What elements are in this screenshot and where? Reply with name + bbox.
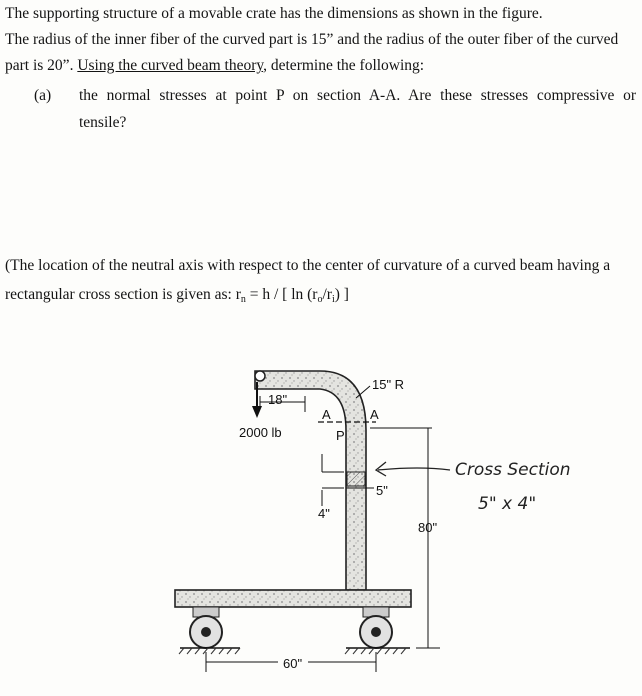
point-p-label: P (336, 428, 345, 443)
dim-80-label: 80" (418, 520, 438, 535)
load-label: 2000 lb (239, 425, 282, 440)
problem-line-2: The radius of the inner fiber of the curved part is 15” and the radius of the outer fiber of the curved (5, 31, 619, 48)
handwritten-arrow (378, 468, 450, 470)
dim-5-label: 5" (376, 483, 388, 498)
dim-60-label: 60" (283, 656, 303, 671)
part-a-line-1: the normal stresses at point P on section A-A. Are these stresses compressive or (79, 87, 636, 104)
note-formula-end: ) ] (334, 286, 349, 303)
radius-label: 15" R (372, 377, 405, 392)
problem-line-3-start: part is 20”. (5, 57, 78, 74)
section-a-right-label: A (370, 407, 379, 422)
handwritten-dimensions: 5" x 4" (478, 494, 537, 514)
note-formula-start: rectangular cross section is given as: r (5, 286, 241, 303)
dim-18-label: 18" (268, 392, 288, 407)
note-sub-o: o (317, 294, 323, 305)
handwritten-cross-section: Cross Section (455, 460, 571, 480)
note-sub-n: n (240, 294, 246, 305)
right-wheel-hub (371, 627, 381, 637)
left-wheel-hub (201, 627, 211, 637)
note-formula-div: /r (322, 286, 332, 303)
ground-hatching (179, 648, 406, 654)
note-line-1: (The location of the neutral axis with respect to the center of curvature of a curved beam having a (5, 257, 611, 274)
problem-line-1: The supporting structure of a movable crate has the dimensions as shown in the figure. (5, 5, 543, 22)
section-a-left-label: A (322, 407, 331, 422)
platform-base (175, 590, 411, 607)
note-sub-i: i (331, 294, 335, 305)
cross-section-symbol (347, 472, 365, 486)
part-a-line-2: tensile? (79, 114, 127, 131)
note-formula-mid: = h / [ ln (r (245, 286, 318, 303)
part-a-label: (a) (34, 87, 52, 104)
dim-4-label: 4" (318, 506, 330, 521)
problem-line-3-end: , determine the following: (263, 57, 425, 74)
curved-beam-theory-text: Using the curved beam theory (77, 57, 264, 74)
arm-end-pin (255, 371, 265, 381)
